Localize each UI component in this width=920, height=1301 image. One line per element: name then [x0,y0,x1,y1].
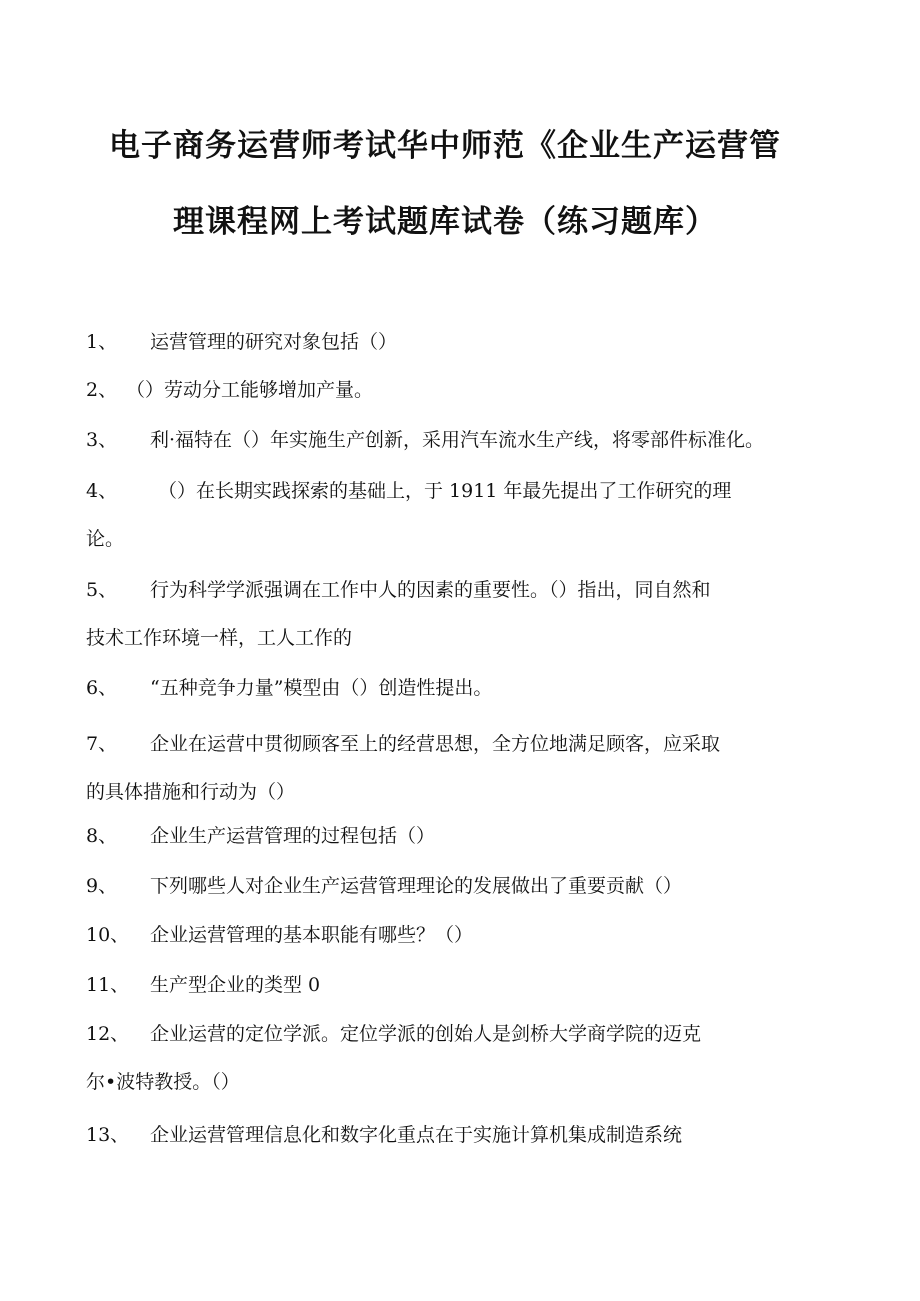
document-title-line-2: 理课程网上考试题库试卷（练习题库） [173,204,717,240]
question-number: 8、 [86,825,118,847]
question-text: 企业在运营中贯彻顾客至上的经营思想，全方位地满足顾客，应采取 [150,733,721,755]
question-text: 利·福特在（）年实施生产创新，采用汽车流水生产线，将零部件标准化。 [150,429,765,451]
question-text: 运营管理的研究对象包括（） [150,331,398,353]
question-item [86,318,397,366]
question-item [86,961,320,1009]
question-number: 6、 [86,677,118,699]
question-text: 企业运营管理信息化和数字化重点在于实施计算机集成制造系统 [150,1124,683,1146]
question-item [86,812,435,860]
question-text-continued: 尔•波特教授。（） [86,1071,240,1093]
question-number: 4、 [86,480,118,502]
question-text-continued: 技术工作环境一样，工人工作的 [86,627,353,649]
question-text: “五种竞争力量”模型由（）创造性提出。 [150,677,493,699]
question-text: 企业运营管理的基本职能有哪些？（） [150,924,474,946]
question-item [86,1111,682,1159]
question-item [86,862,682,910]
question-text: 企业生产运营管理的过程包括（） [150,825,436,847]
question-item [86,566,711,662]
question-number: 3、 [86,429,118,451]
question-text-continued: 论。 [86,528,125,550]
question-text: 生产型企业的类型 0 [150,974,321,996]
question-number: 5、 [86,579,118,601]
question-text: （）在长期实践探索的基础上，于 1911 年最先提出了工作研究的理 [158,480,732,502]
question-item [86,720,720,816]
question-number: 9、 [86,875,118,897]
question-item [86,664,492,712]
question-text: （）劳动分工能够增加产量。 [126,379,374,401]
question-number: 10、 [86,924,130,946]
question-text: 企业运营的定位学派。定位学派的创始人是剑桥大学商学院的迈克 [150,1023,702,1045]
question-item [86,467,731,563]
question-text-continued: 的具体措施和行动为（） [86,781,296,803]
question-number: 12、 [86,1023,130,1045]
question-number: 11、 [86,974,130,996]
question-item [86,366,373,414]
question-text: 行为科学学派强调在工作中人的因素的重要性。（）指出，同自然和 [150,579,711,601]
question-number: 13、 [86,1124,130,1146]
question-item [86,1010,701,1106]
question-item [86,416,764,464]
question-number: 2、 [86,379,118,401]
question-number: 7、 [86,733,118,755]
document-title-line-1: 电子商务运营师考试华中师范《企业生产运营管 [109,128,781,164]
question-item [86,911,473,959]
question-number: 1、 [86,331,118,353]
question-text: 下列哪些人对企业生产运营管理理论的发展做出了重要贡献（） [150,875,683,897]
